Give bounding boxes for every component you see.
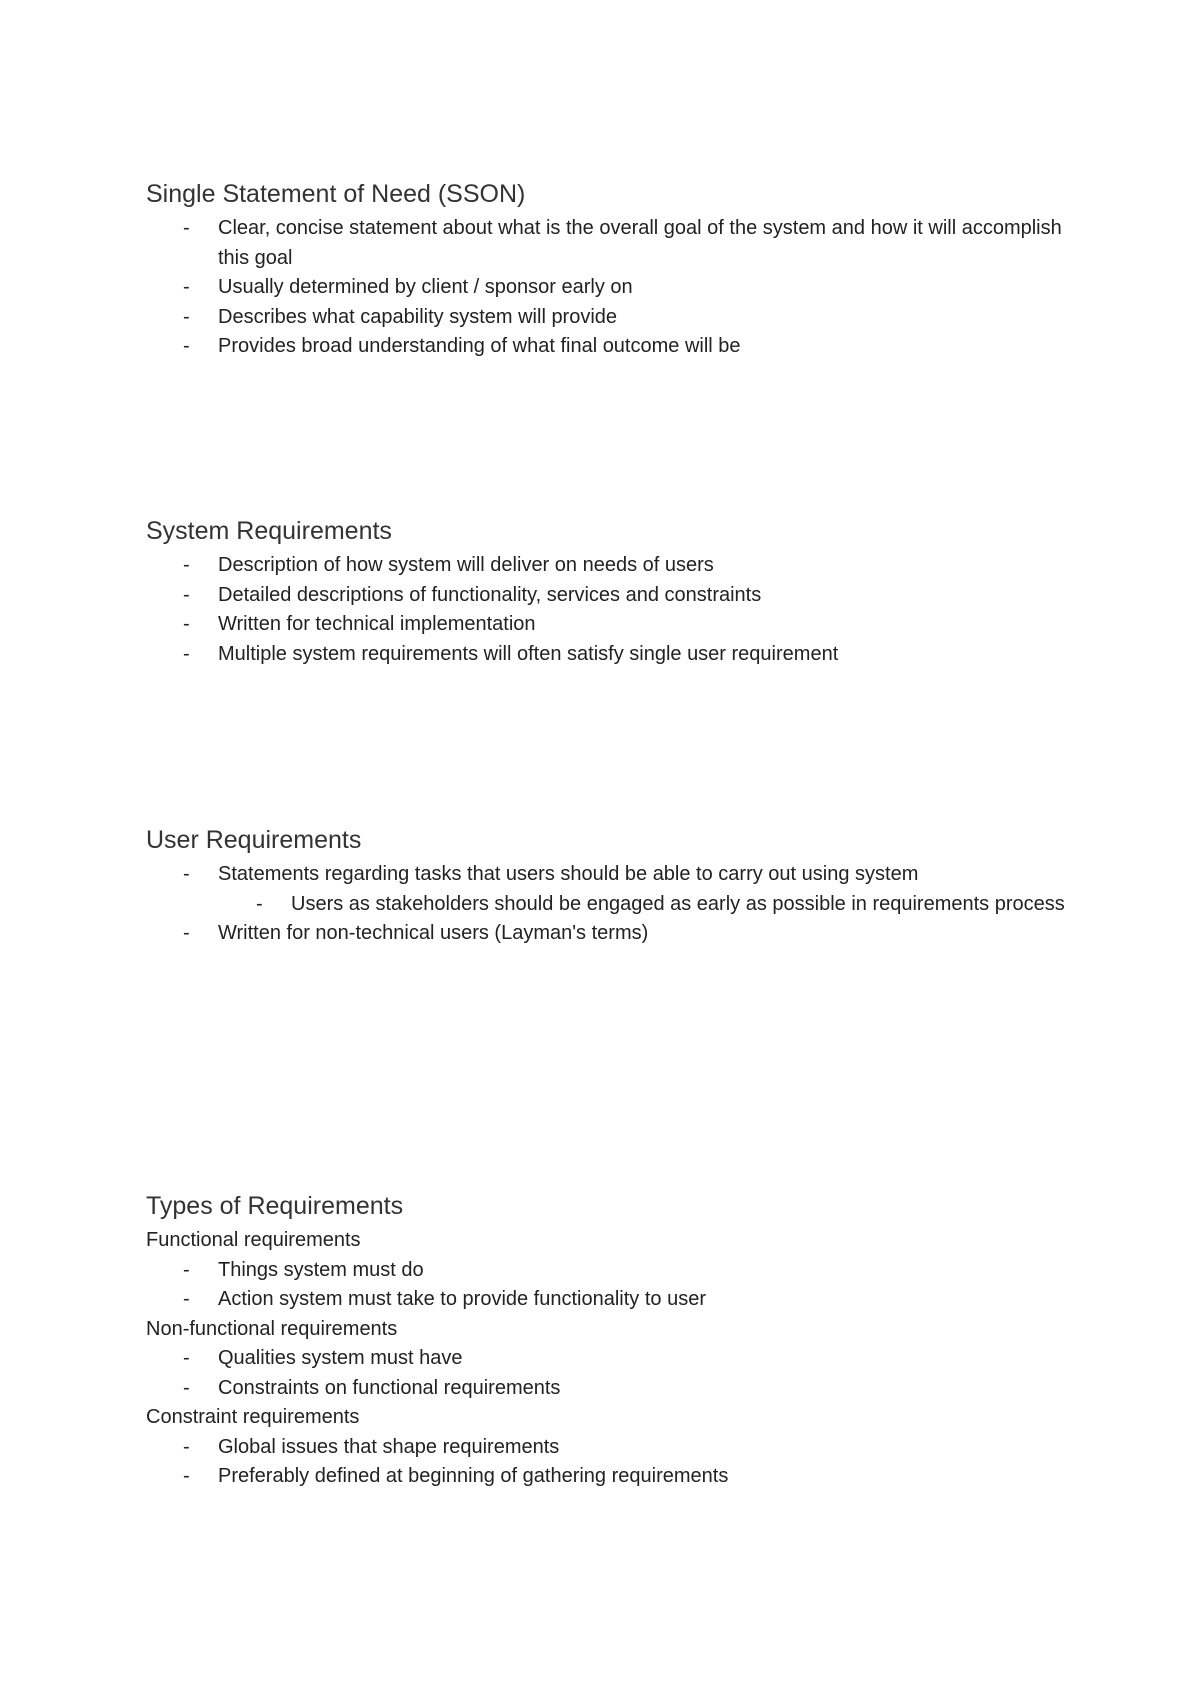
list-item: - Written for technical implementation [146,610,1066,640]
list-item: - Provides broad understanding of what final outcome will be [146,332,1066,362]
list-item: - Constraints on functional requirements [146,1374,1066,1404]
list-item: - Describes what capability system will provide [146,303,1066,333]
list-item: - Multiple system requirements will often satisfy single user requirement [146,640,1066,670]
section-heading: Types of Requirements [146,1192,404,1220]
bullet-list [146,1344,1066,1403]
list-item: - Usually determined by client / sponsor early on [146,273,1066,303]
section-system-requirements [146,515,1066,669]
list-item: - Description of how system will deliver on needs of users [146,551,1066,581]
group-title: Constraint requirements [146,1406,360,1428]
section-heading: System Requirements [146,517,392,545]
list-item: - Preferably defined at beginning of gathering requirements [146,1462,1066,1492]
section-user-requirements [146,824,1066,949]
section-sson [146,178,1066,362]
section-types-of-requirements [146,1190,1066,1492]
list-item: - Written for non-technical users (Layman's terms) [146,919,1066,949]
list-item: - Detailed descriptions of functionality, services and constraints [146,581,1066,611]
section-heading: User Requirements [146,826,362,854]
bullet-list [146,1433,1066,1492]
section-heading: Single Statement of Need (SSON) [146,180,526,208]
group-title: Non-functional requirements [146,1317,398,1340]
bullet-list [146,214,1066,362]
list-item: - Statements regarding tasks that users should be able to carry out using system [146,860,1066,890]
bullet-list [146,551,1066,669]
bullet-list [146,860,1066,949]
list-item: - Qualities system must have [146,1344,1066,1374]
list-item: - Global issues that shape requirements [146,1433,1066,1463]
list-item: - Clear, concise statement about what is the overall goal of the system and how it will accomplish this goal [146,214,1066,273]
group-title: Functional requirements [146,1229,361,1251]
list-item: - Things system must do [146,1256,1066,1286]
list-item-nested: - Users as stakeholders should be engaged as early as possible in requirements process [146,890,1066,920]
bullet-list [146,1256,1066,1315]
list-item: - Action system must take to provide functionality to user [146,1285,1066,1315]
